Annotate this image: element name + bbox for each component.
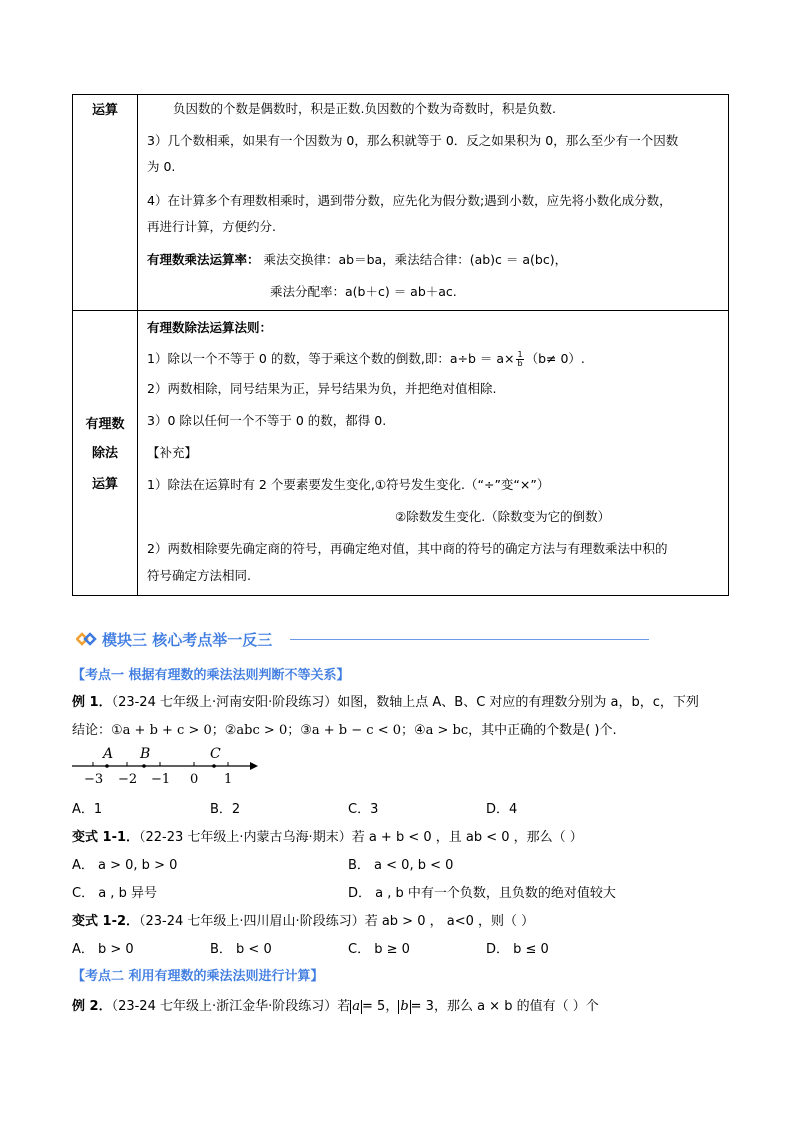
example-2-eq3: = 3，那么 a × b 的值有（ ）个: [410, 999, 599, 1014]
supplement-2b: 符号确定方法相同.: [147, 568, 251, 583]
abs-a: a: [352, 999, 361, 1014]
div-rule-1: [147, 349, 585, 368]
example-2-stem: [72, 995, 599, 1014]
tick-label: −2: [118, 772, 138, 786]
variant-1-1-stem: [72, 826, 583, 845]
tick-label: 1: [224, 772, 233, 786]
div-rule-1-text: 1）除以一个不等于 0 的数，等于乘这个数的倒数,即：a÷b ＝ a×: [147, 351, 515, 366]
rule-line: 为 0.: [147, 159, 176, 174]
table-divider-vertical: [137, 95, 138, 595]
variant-1-2-option-a[interactable]: A． b > 0: [72, 942, 134, 957]
example-2-text: （23-24 七年级上·浙江金华·阶段练习）若: [111, 999, 351, 1014]
point-b: [142, 764, 146, 768]
point-a-label: A: [103, 746, 114, 762]
row2-label-1: 有理数: [85, 417, 125, 432]
point-a: [105, 764, 109, 768]
point-c-label: C: [210, 746, 221, 762]
key-point-1: 【考点一 根据有理数的乘法法则判断不等关系】: [72, 668, 350, 683]
div-title: 有理数除法运算法则：: [147, 320, 273, 335]
conclusion-3: ③a + b − c < 0: [300, 723, 401, 738]
supplement-label: 【补充】: [147, 445, 198, 460]
row2-label-3: 运算: [91, 477, 118, 492]
variant-1-2-option-d[interactable]: D． b ≤ 0: [486, 942, 549, 957]
conclusion-1: ①a + b + c > 0: [111, 723, 212, 738]
variant-1-1-option-b[interactable]: B． a < 0, b < 0: [348, 858, 454, 873]
variant-1-2-label: 变式 1-2．: [72, 914, 140, 929]
mult-laws-2: 乘法分配率：a(b＋c) ＝ ab＋ac.: [270, 284, 457, 299]
conclusions-suffix: ，其中正确的个数是( )个.: [468, 723, 617, 738]
module-rule: [290, 639, 649, 640]
example-1-stem: [72, 691, 699, 710]
fraction: [516, 351, 523, 368]
example-1-option-c[interactable]: C．3: [348, 802, 379, 817]
fraction-numerator: 1: [517, 350, 523, 359]
example-1-option-a[interactable]: A．1: [72, 802, 103, 817]
key-point-2: 【考点二 利用有理数的乘法法则进行计算】: [72, 969, 324, 984]
number-line: [72, 742, 262, 786]
mult-laws-title: 有理数乘法运算率：: [147, 252, 260, 267]
conclusion-4: ④a > bc: [414, 723, 469, 738]
mult-laws-line: [147, 250, 567, 268]
div-rule-2: 2）两数相除，同号结果为正，异号结果为负，并把绝对值相除.: [147, 381, 497, 396]
abs-b: b: [400, 999, 409, 1014]
fraction-denominator: b: [517, 359, 523, 368]
tick-label: −1: [151, 772, 171, 786]
supplement-1b: ②除数发生变化.（除数变为它的倒数）: [395, 509, 611, 524]
example-1-option-d[interactable]: D．4: [486, 802, 518, 817]
rule-line: 3）几个数相乘，如果有一个因数为 0，那么积就等于 0．反之如果积为 0，那么至少有一个因数: [147, 133, 679, 148]
example-1-option-b[interactable]: B．2: [210, 802, 241, 817]
variant-1-1-text: （22-23 七年级上·内蒙古乌海·期末）若 a + b < 0 ，且 ab < 0 ，那么（ ）: [139, 830, 583, 845]
variant-1-2-option-c[interactable]: C． b ≥ 0: [348, 942, 410, 957]
row2-label-2: 除法: [91, 446, 118, 461]
variant-1-1-option-c[interactable]: C． a , b 异号: [72, 886, 157, 901]
example-1-conclusions: 结论：①a + b + c > 0；②abc > 0；③a + b − c < 0；④a > bc，其中正确的个数是( )个.: [72, 723, 617, 738]
variant-1-1-option-a[interactable]: A． a > 0, b > 0: [72, 858, 178, 873]
rule-line: 再进行计算，方便约分.: [147, 219, 276, 234]
point-b-label: B: [140, 746, 151, 762]
mult-laws-1: 乘法交换律：ab＝ba，乘法结合律：(ab)c ＝ a(bc)，: [263, 252, 568, 267]
variant-1-2-option-b[interactable]: B． b < 0: [210, 942, 272, 957]
example-1-text: （23-24 七年级上·河南安阳·阶段练习）如图，数轴上点 A、B、C 对应的有理数分别为 a，b，c，下列: [111, 695, 699, 710]
conclusion-2: ②abc > 0: [224, 723, 288, 738]
variant-1-1-label: 变式 1-1．: [72, 830, 140, 845]
example-2-eq5: = 5，: [362, 999, 399, 1014]
axis-arrow-icon: [250, 762, 258, 770]
table-divider-horizontal: [73, 310, 728, 311]
rule-line: 4）在计算多个有理数相乘时，遇到带分数，应先化为假分数;遇到小数，应先将小数化成分数，: [147, 193, 672, 208]
variant-1-2-text: （23-24 七年级上·四川眉山·阶段练习）若 ab > 0 ， a<0 ，则（ ）: [139, 914, 535, 929]
row1-label: 运算: [91, 103, 118, 118]
conclusions-prefix: 结论：: [72, 723, 112, 738]
tick-label: −3: [84, 772, 104, 786]
module-title: 模块三 核心考点举一反三: [102, 631, 273, 649]
div-rule-3: 3）0 除以任何一个不等于 0 的数，都得 0.: [147, 413, 387, 428]
tick-label: 0: [190, 772, 199, 786]
supplement-1: 1）除法在运算时有 2 个要素要发生变化,①符号发生变化.（“÷”变“×”）: [147, 477, 550, 492]
double-diamond-icon: [76, 630, 98, 648]
example-1-label: 例 1．: [72, 695, 112, 710]
supplement-2a: 2）两数相除要先确定商的符号，再确定绝对值，其中商的符号的确定方法与有理数乘法中积的: [147, 541, 668, 556]
div-rule-1-tail: （b≠ 0）.: [525, 351, 585, 366]
rules-table: [72, 94, 729, 596]
point-c: [212, 764, 216, 768]
rule-line: 负因数的个数是偶数时，积是正数.负因数的个数为奇数时，积是负数.: [173, 101, 556, 116]
variant-1-2-stem: [72, 910, 534, 929]
variant-1-1-option-d[interactable]: D． a , b 中有一个负数，且负数的绝对值较大: [348, 886, 616, 901]
example-2-label: 例 2．: [72, 999, 112, 1014]
